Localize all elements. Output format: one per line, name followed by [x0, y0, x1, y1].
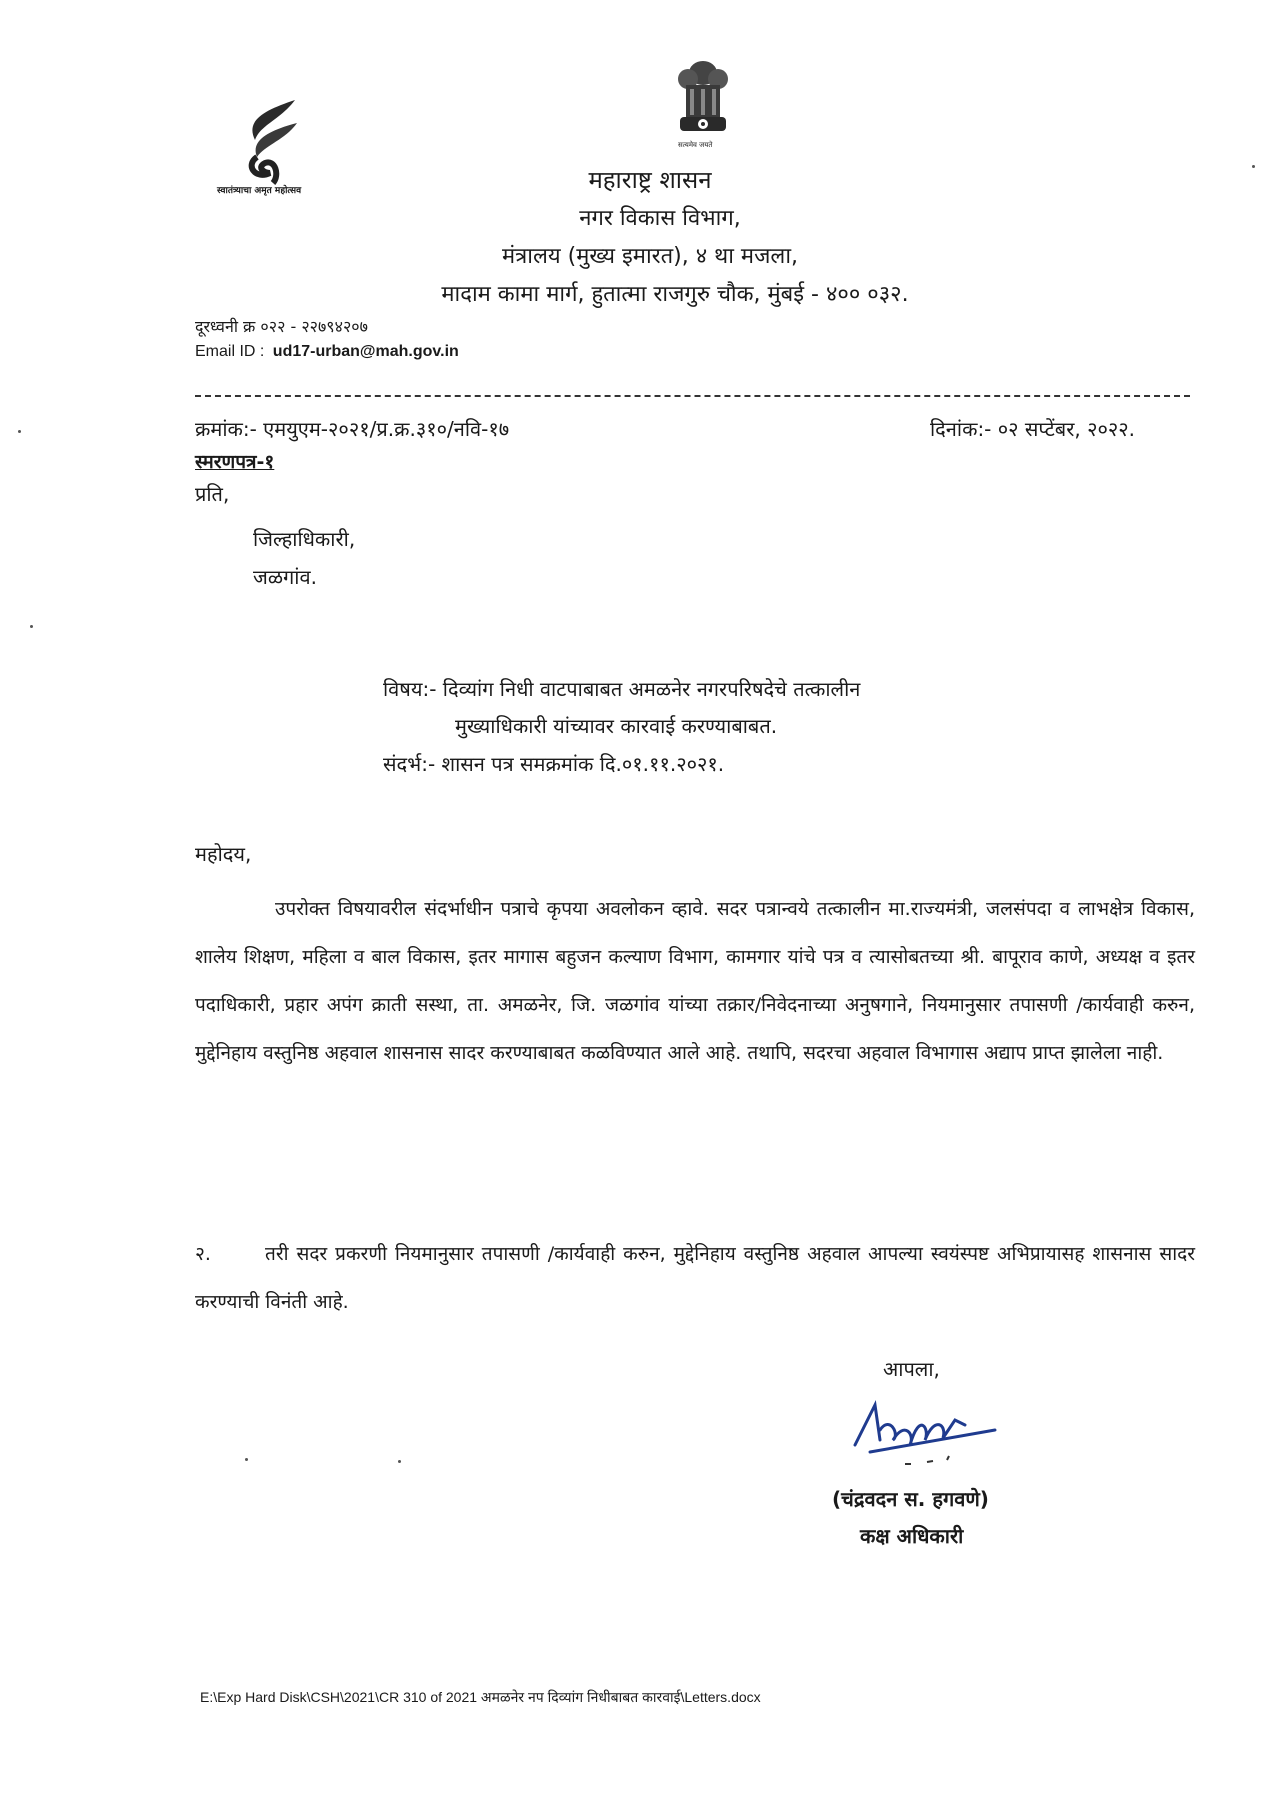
body-paragraph-2: तरी सदर प्रकरणी नियमानुसार तपासणी /कार्यवाही करुन, मुद्देनिहाय वस्तुनिष्ठ अहवाल आपल्या स्वयंस्पष्ट अभिप्रायासह शासनास सादर करण्याची विनंती आहे. — [195, 1243, 1195, 1313]
body-paragraph-1: उपरोक्त विषयावरील संदर्भाधीन पत्राचे कृपया अवलोकन व्हावे. सदर पत्रान्वये तत्कालीन मा.राज्यमंत्री, जलसंपदा व लाभक्षेत्र विकास, शालेय शिक्षण, महिला व बाल विकास, इतर मागास बहुजन कल्याण विभाग, कामगार यांचे पत्र व त्यासोबतच्या श्री. बापूराव काणे, अध्यक्ष व इतर पदाधिकारी, प्रहार अपंग क्राती सस्था, ता. अमळनेर, जि. जळगांव यांच्या तक्रार/निवेदनाच्या अनुषगाने, नियमानुसार तपासणी /कार्यवाही करुन, मुद्देनिहाय वस्तुनिष्ठ अहवाल शासनास सादर करण्याबाबत कळविण्यात आले आहे. तथापि, सदरचा अहवाल विभागास अद्याप प्राप्त झालेला नाही. — [195, 898, 1195, 1064]
logo-caption: स्वातंत्र्याचा अमृत महोत्सव — [217, 186, 302, 196]
subject-line-1: विषय:- दिव्यांग निधी वाटपाबाबत अमळनेर नगरपरिषदेचे तत्कालीन — [383, 677, 861, 701]
email-label: Email ID : — [195, 343, 265, 360]
national-emblem — [668, 55, 738, 155]
handwritten-signature-icon — [835, 1390, 1005, 1470]
letter-date: दिनांक:- ०२ सप्टेंबर, २०२२. — [930, 417, 1136, 441]
recipient-title: जिल्हाधिकारी, — [253, 527, 356, 551]
email-row — [195, 343, 459, 361]
reminder-label: स्मरणपत्र-१ — [195, 451, 275, 473]
scan-speck — [30, 625, 33, 628]
paragraph-number: २. — [195, 1243, 211, 1265]
footer-file-path: E:\Exp Hard Disk\CSH\2021\CR 310 of 2021 अमळनेर नप दिव्यांग निधीबाबत कारवाई\Letters.docx — [200, 1689, 761, 1705]
flame-logo-icon — [225, 95, 335, 185]
street-address: मादाम कामा मार्ग, हुतात्मा राजगुरु चौक, मुंबई - ४०० ०३२. — [441, 282, 909, 307]
scan-speck — [398, 1460, 401, 1463]
org-name: महाराष्ट्र शासन — [588, 166, 712, 194]
scan-speck — [245, 1458, 248, 1461]
recipient-prefix: प्रति, — [195, 482, 230, 506]
reference-number: क्रमांक:- एमयुएम-२०२१/प्र.क्र.३१०/नवि-१७ — [195, 417, 510, 441]
salutation: महोदय, — [195, 842, 252, 866]
signature — [835, 1390, 1005, 1470]
building-address: मंत्रालय (मुख्य इमारत), ४ था मजला, — [501, 244, 799, 269]
recipient-place: जळगांव. — [253, 565, 317, 589]
email-address[interactable]: ud17-urban@mah.gov.in — [272, 343, 459, 360]
scan-speck — [18, 430, 21, 433]
subject-reference: संदर्भ:- शासन पत्र समक्रमांक दि.०१.११.२०२१. — [383, 752, 725, 776]
signatory-designation: कक्ष अधिकारी — [860, 1524, 964, 1548]
closing: आपला, — [883, 1357, 940, 1381]
phone-number: दूरध्वनी क्र ०२२ - २२७९४२०७ — [195, 317, 368, 336]
body-paragraph-2-block — [195, 1230, 1195, 1326]
amrit-mahotsav-logo — [217, 95, 335, 205]
national-emblem-icon — [668, 55, 738, 140]
department-name: नगर विकास विभाग, — [579, 206, 741, 231]
subject-line-2: मुख्याधिकारी यांच्यावर कारवाई करण्याबाबत. — [455, 714, 778, 738]
header-divider — [195, 395, 1190, 397]
scan-speck — [1252, 165, 1255, 168]
emblem-caption: सत्यमेव जयते — [678, 141, 713, 149]
signatory-name: (चंद्रवदन स. हगवणे) — [832, 1487, 989, 1511]
